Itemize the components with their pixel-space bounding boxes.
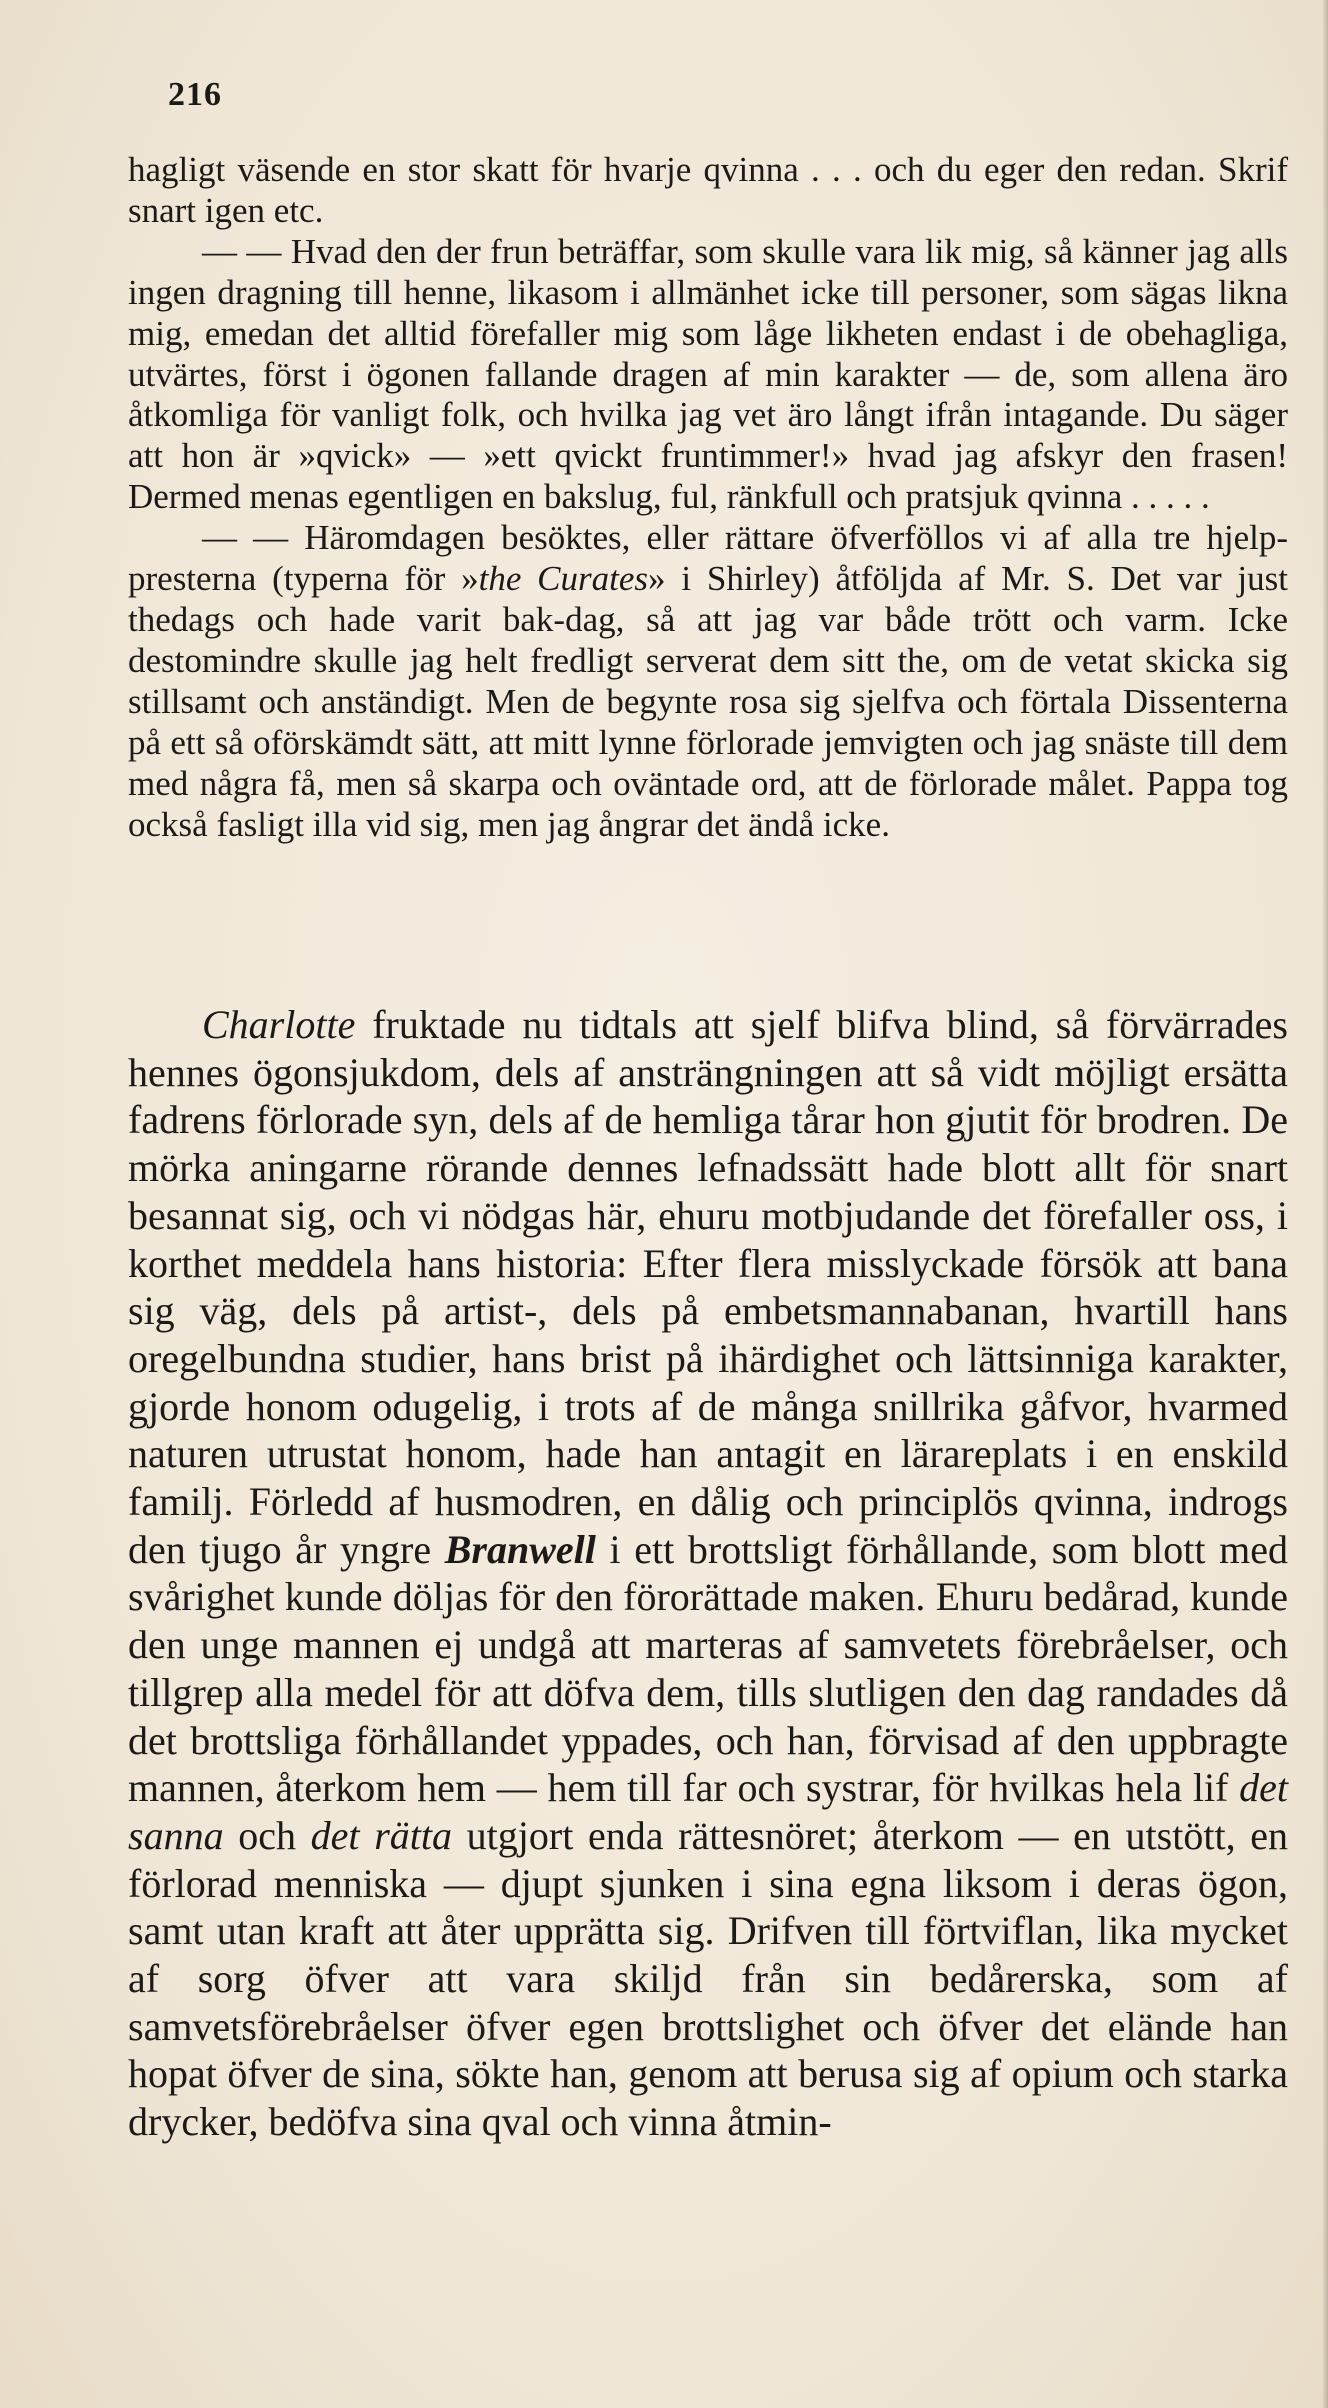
letter-section (128, 150, 1288, 845)
letter-paragraph-1-text: hagligt väsende en stor skatt för hvarje qvinna . . . och du eger den redan. Skrif snart igen etc. (128, 150, 1288, 230)
page-edge-shadow (1322, 0, 1328, 2408)
page-number: 216 (168, 76, 222, 113)
letter-paragraph-2 (128, 232, 1288, 518)
narrative-text-4: utgjort enda rättesnöret; återkom — en utstött, en förlorad menniska — djupt sjunken i sina egna liksom i deras ögon, samt utan kraft att åter upprätta sig. Drifven till förtviflan, lika mycket af sorg öfver att vara skiljd från sin bedårerska, som af samvetsförebråelser öfver egen brottslighet och öfver det elände han hopat öfver de sina, sökte han, genom att berusa sig af opium och starka drycker, bedöfva sina qval och vinna åtmin- (128, 1812, 1288, 2145)
narrative-text-3: och (223, 1812, 311, 1858)
narrative-text-2: i ett brottsligt förhållande, som blott med svårighet kunde döljas för den förorättade maken. Ehuru bedårad, kunde den unge mannen ej undgå att marteras af samvetets förebråelser, och tillgrep alla medel för att döfva dem, tills slutligen den dag randades då det brottsliga förhållandet yppades, och han, förvisad af den uppbragte mannen, återkom hem — hem till far och systrar, för hvilkas hela lif (128, 1526, 1288, 1811)
phrase-det-sanna: det sanna (128, 1765, 1288, 1858)
curates-title: the Curates (478, 559, 649, 599)
name-charlotte: Charlotte (202, 1002, 356, 1047)
letter-paragraph-3-text-b: » i Shirley) åtföljda af Mr. S. Det var just thedags och hade varit bak-dag, så att jag var både trött och varm. Icke destomindre skulle jag helt fredligt serverat dem sitt the, om de vetat skicka sig stillsamt och anständigt. Men de begynte rosa sig sjelfva och förtala Dissenterna på ett så oförskämdt sätt, att mitt lynne förlorade jemvigten och jag snäste till dem med några få, men så skarpa och oväntade ord, att de förlorade målet. Pappa tog också fasligt illa vid sig, men jag ångrar det ändå icke. (128, 559, 1288, 844)
letter-paragraph-2-text: — — Hvad den der frun beträffar, som skulle vara lik mig, så känner jag alls ingen dragning till henne, likasom i allmänhet icke till personer, som sägas likna mig, emedan det alltid förefaller mig som låge likheten endast i de obehagliga, utvärtes, först i ögonen fallande dragen af min karakter — de, som allena äro åtkomliga för vanligt folk, och hvilka jag vet äro långt ifrån intagande. Du säger att hon är »qvick» — »ett qvickt fruntimmer!» hvad jag afskyr den frasen! Dermed menas egentligen en bakslug, ful, ränkfull och pratsjuk qvinna . . . . . (128, 231, 1288, 517)
name-branwell: Branwell (444, 1526, 596, 1572)
narrative-section (128, 1001, 1288, 2146)
phrase-det-ratta: det rätta (310, 1812, 452, 1858)
narrative-paragraph (128, 1001, 1288, 2146)
narrative-text-1: fruktade nu tidtals att sjelf blifva blind, så förvärrades hennes ögonsjukdom, dels af ansträngningen att så vidt möjligt ersätta fadrens förlorade syn, dels af de hemliga tårar hon gjutit för brodren. De mörka aningarne rörande dennes lefnadssätt hade blott allt för snart besannat sig, och vi nödgas här, ehuru motbjudande det förefaller oss, i korthet meddela hans historia: Efter flera misslyckade försök att bana sig väg, dels på artist-, dels på embetsmannabanan, hvartill hans oregelbundna studier, hans brist på ihärdighet och lättsinniga karakter, gjorde honom odugelig, i trots af de många snillrika gåfvor, hvarmed naturen utrustat honom, hade han antagit en lärareplats i en enskild familj. Förledd af husmodren, en dålig och principlös qvinna, indrogs den tjugo år yngre (128, 1002, 1288, 1572)
letter-paragraph-1 (128, 150, 1288, 232)
letter-paragraph-3 (128, 518, 1288, 845)
letter-paragraph-3-text-a: — — Häromdagen besöktes, eller rättare öfverföllos vi af alla tre hjelp-presterna (typerna för » (128, 518, 1288, 599)
